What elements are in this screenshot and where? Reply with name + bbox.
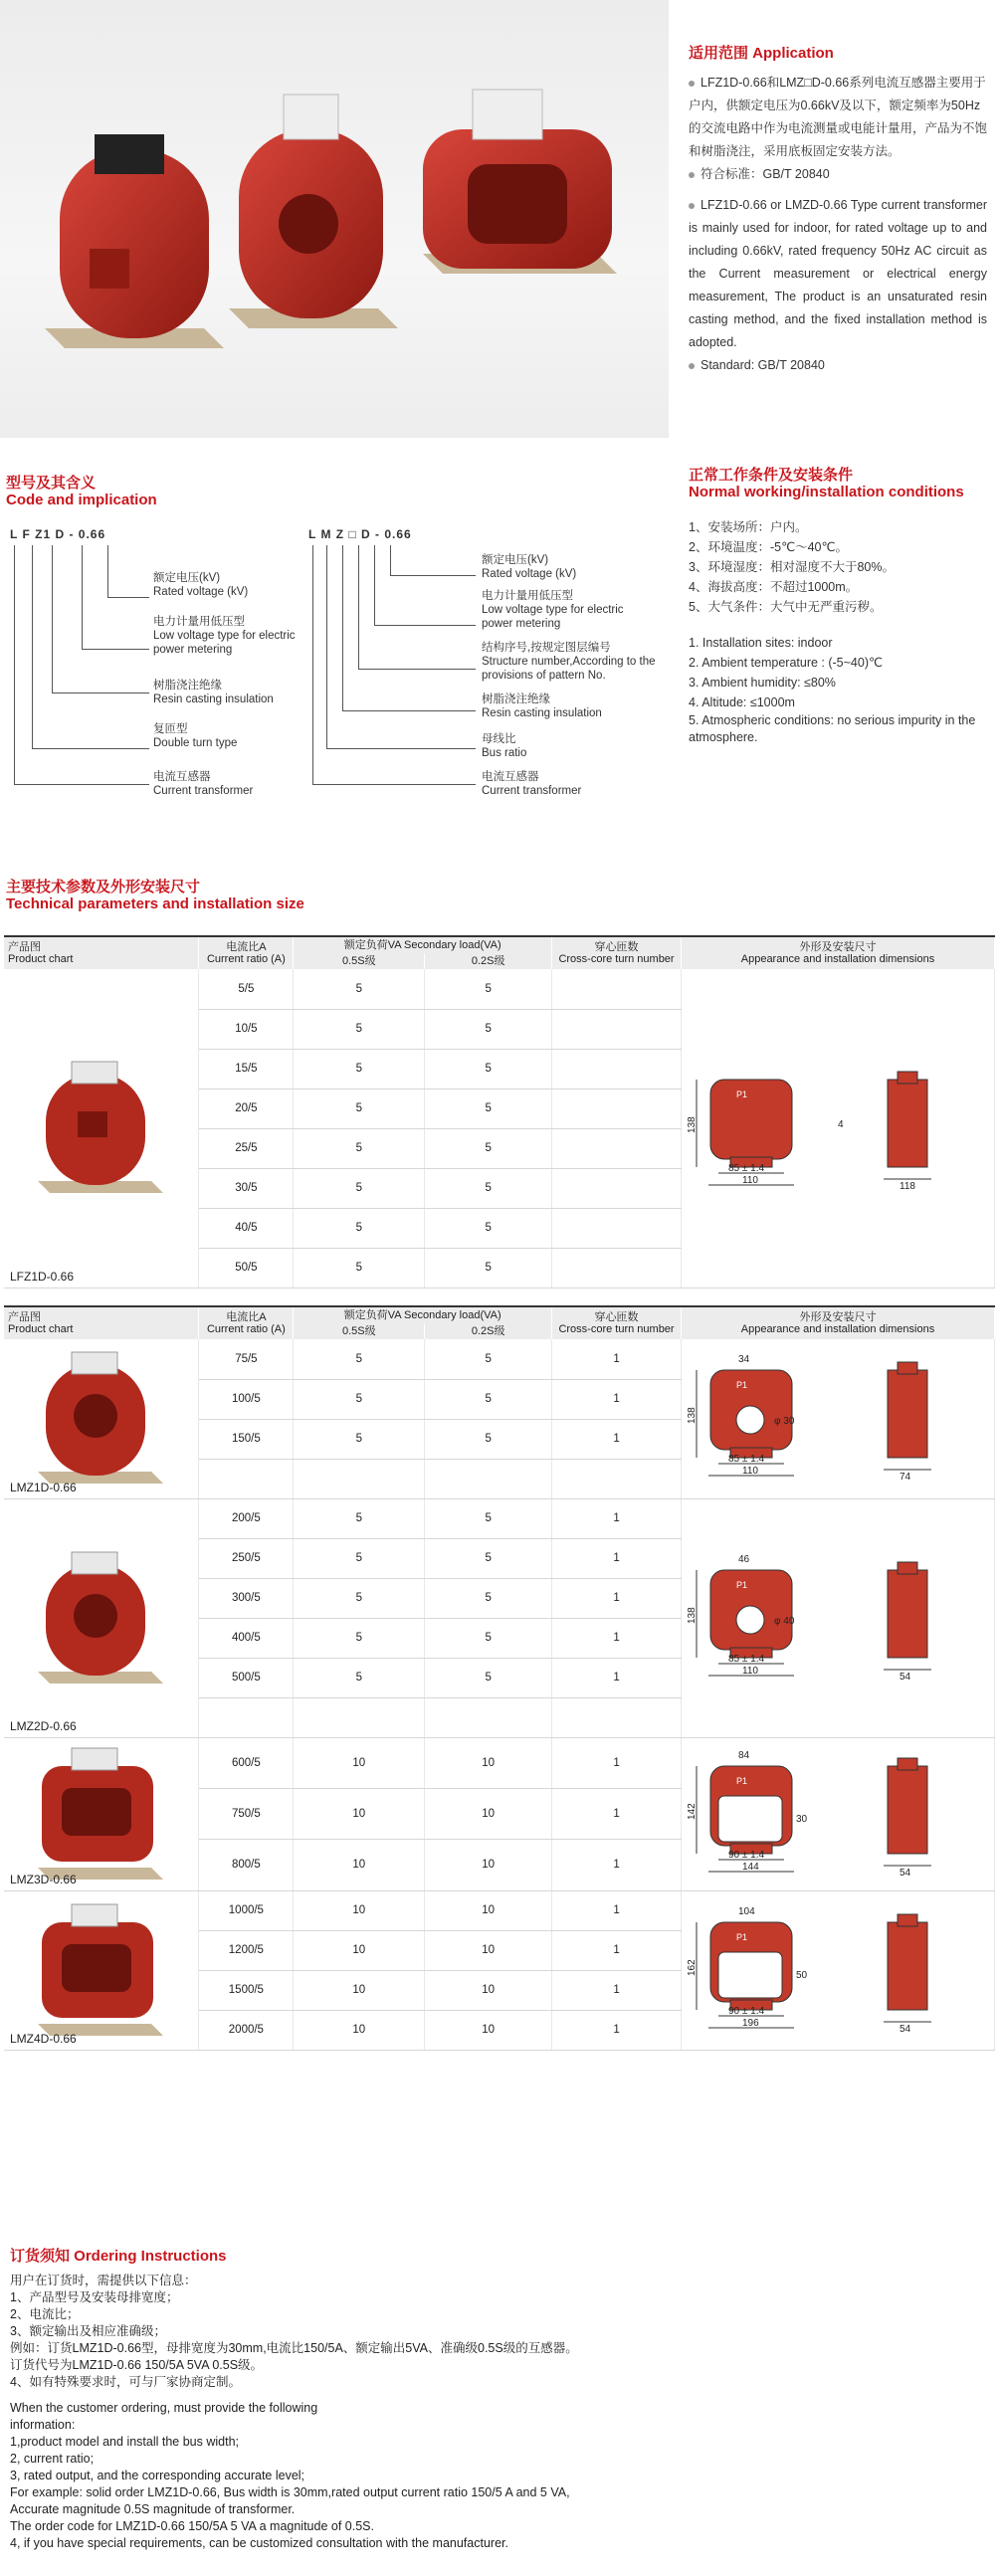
dim-top-label: 46 <box>737 1553 750 1565</box>
dim-top-label: 84 <box>737 1749 750 1761</box>
application-bullet-en-2: Standard: GB/T 20840 <box>689 354 987 377</box>
dim-depth-label: 4 <box>837 1119 844 1131</box>
table-cell: 10 <box>294 1930 425 1970</box>
table-cell: 5 <box>425 1009 552 1049</box>
table-cell: 5 <box>425 1658 552 1697</box>
lfz-label-3: 树脂浇注绝缘 Resin casting insulation <box>153 680 274 705</box>
lmz-label-6: 电流互感器 Current transformer <box>482 771 582 797</box>
table-row <box>4 1890 995 1930</box>
table-cell: 5 <box>425 1128 552 1168</box>
table-cell: 50/5 <box>199 1248 294 1288</box>
dim-w2-label: 110 <box>741 1466 758 1478</box>
col-product: 产品图 Product chart <box>4 1306 199 1339</box>
dim-hole-label: 50 <box>795 1969 808 1981</box>
table-cell: 40/5 <box>199 1208 294 1248</box>
dim-height-label: 142 <box>686 1802 698 1820</box>
table-cell: 25/5 <box>199 1128 294 1168</box>
dim-hole-label: φ 30 <box>773 1416 795 1428</box>
table-cell: 5 <box>294 1658 425 1697</box>
table-cell: 600/5 <box>199 1737 294 1788</box>
dim-side-label: 54 <box>899 2023 911 2035</box>
col-turn: 穿心匝数 Cross-core turn number <box>552 936 682 969</box>
col-02s: 0.2S级 <box>425 1323 552 1339</box>
dim-p1-label: P1 <box>735 1579 747 1590</box>
table-cell: 5 <box>425 1208 552 1248</box>
product-model-label: LFZ1D-0.66 <box>10 1269 75 1284</box>
table-cell: 5 <box>294 969 425 1009</box>
lfz-label-5: 电流互感器 Current transformer <box>153 771 254 797</box>
product-cell <box>4 1890 199 2050</box>
col-dim: 外形及安装尺寸 Appearance and installation dimensions <box>681 936 994 969</box>
dim-side-label: 118 <box>899 1181 915 1193</box>
bullet-dot-icon <box>689 363 695 369</box>
col-turn: 穿心匝数 Cross-core turn number <box>552 1306 682 1339</box>
spec-table-lfz <box>4 935 995 1288</box>
dim-p1-label: P1 <box>735 1775 747 1786</box>
table-cell: 1 <box>552 1379 682 1419</box>
table-cell: 10 <box>294 1840 425 1890</box>
ordering-heading: 订货须知 Ordering Instructions <box>10 2248 227 2265</box>
table-cell: 5 <box>294 1009 425 1049</box>
table-cell: 5 <box>425 969 552 1009</box>
table-cell: 1 <box>552 1788 682 1839</box>
col-load: 额定负荷VA Secondary load(VA) <box>294 936 552 953</box>
col-05s: 0.5S级 <box>294 953 425 969</box>
conditions-heading-cn: 正常工作条件及安装条件 <box>689 467 854 484</box>
dim-w1-label: 85 ± 1.4 <box>727 1653 765 1665</box>
table-cell: 5 <box>294 1248 425 1288</box>
table-cell: 750/5 <box>199 1788 294 1839</box>
table-cell: 5 <box>425 1538 552 1578</box>
table-row <box>4 969 995 1009</box>
dimension-drawing <box>686 1552 987 1683</box>
dim-w1-label: 90 ± 1.4 <box>727 1849 765 1861</box>
table-cell: 1 <box>552 1737 682 1788</box>
table-cell: 5 <box>425 1248 552 1288</box>
col-dim: 外形及安装尺寸 Appearance and installation dimensions <box>681 1306 994 1339</box>
dim-w2-label: 110 <box>741 1175 758 1187</box>
table-cell: 5 <box>294 1498 425 1538</box>
product-cell <box>4 969 199 1288</box>
col-02s: 0.2S级 <box>425 953 552 969</box>
table-cell: 10 <box>425 1930 552 1970</box>
dim-top-label: 104 <box>737 1905 755 1917</box>
table-cell <box>552 1049 682 1089</box>
dimension-drawing <box>686 1062 987 1193</box>
table-cell: 500/5 <box>199 1658 294 1697</box>
table-cell: 5 <box>425 1168 552 1208</box>
dim-w2-label: 196 <box>741 2017 759 2029</box>
product-photo <box>32 1894 171 2044</box>
table-cell: 10 <box>425 1890 552 1930</box>
dim-w2-label: 144 <box>741 1861 759 1873</box>
table-cell: 5 <box>294 1419 425 1459</box>
dim-p1-label: P1 <box>735 1380 747 1391</box>
application-bullet-cn-2: 符合标准：GB/T 20840 <box>689 163 987 186</box>
product-photo <box>32 1738 171 1887</box>
ordering-cn: 用户在订货时，需提供以下信息： 1、产品型号及安装母排宽度； 2、电流比； 3、额定输出及相应准确级； 例如：订货LMZ1D-0.66型，母排宽度为30mm,电流比150/5A、额定输出5VA、准确级0.5S级的互感器。 订货代号为LMZ1D-0.66 150/5A 5VA 0.5S级。 4、如有特殊要求时，可与厂家协商定制。 <box>10 2274 578 2389</box>
table-cell: 1 <box>552 1419 682 1459</box>
table-cell: 1 <box>552 1890 682 1930</box>
code-heading-en: Code and implication <box>6 492 157 508</box>
table-cell: 1 <box>552 1658 682 1697</box>
table-cell: 1 <box>552 1970 682 2010</box>
table-cell: 100/5 <box>199 1379 294 1419</box>
table-cell <box>552 969 682 1009</box>
product-cell <box>4 1498 199 1737</box>
table-cell: 10 <box>425 1737 552 1788</box>
dimension-cell <box>681 1737 994 1890</box>
conditions-cn-list: 1、安装场所：户内。 2、环境温度：-5℃～40℃。 3、环境湿度：相对湿度不大于80%。 4、海拔高度：不超过1000m。 5、大气条件：大气中无严重污秽。 <box>689 520 895 614</box>
table-cell: 200/5 <box>199 1498 294 1538</box>
table-cell: 1 <box>552 1930 682 1970</box>
dim-w1-label: 85 ± 1.4 <box>727 1454 765 1466</box>
col-product: 产品图 Product chart <box>4 936 199 969</box>
dimension-cell <box>681 969 994 1288</box>
dimension-drawing <box>686 1748 987 1879</box>
application-heading: 适用范围 Application <box>689 45 834 62</box>
lmz-label-1: 额定电压(kV) Rated voltage (kV) <box>482 554 577 580</box>
dimension-drawing <box>686 1352 987 1484</box>
table-cell: 5 <box>425 1379 552 1419</box>
dim-hole-label: φ 40 <box>773 1615 795 1627</box>
dimension-cell <box>681 1498 994 1737</box>
table-cell: 800/5 <box>199 1840 294 1890</box>
table-cell: 1 <box>552 1538 682 1578</box>
dimension-cell <box>681 1890 994 2050</box>
table-cell <box>552 1009 682 1049</box>
table-cell: 5 <box>425 1089 552 1128</box>
table-cell: 10 <box>294 1970 425 2010</box>
table-cell: 10 <box>425 1788 552 1839</box>
conditions-en-list: 1. Installation sites: indoor 2. Ambient temperature : (-5~40)℃ 3. Ambient humidity: ≤80% 4. Altitude: ≤1000m 5. Atmospheric conditions: no serious impurity in the atmosphere. <box>689 636 976 744</box>
table-cell: 1 <box>552 1840 682 1890</box>
table-cell: 5 <box>294 1128 425 1168</box>
dim-side-label: 54 <box>899 1671 911 1683</box>
dimension-cell <box>681 1339 994 1498</box>
product-photo <box>32 1342 171 1491</box>
product-photo <box>32 1052 171 1201</box>
table-cell: 10 <box>425 1970 552 2010</box>
table-cell: 5 <box>294 1379 425 1419</box>
table-cell: 10/5 <box>199 1009 294 1049</box>
table-cell: 5 <box>425 1578 552 1618</box>
tech-heading-en: Technical parameters and installation size <box>6 895 304 912</box>
dim-top-label: 34 <box>737 1354 750 1366</box>
table-cell <box>552 1128 682 1168</box>
tech-heading-cn: 主要技术参数及外形安装尺寸 <box>6 879 201 895</box>
bullet-dot-icon <box>689 81 695 87</box>
table-cell <box>552 1248 682 1288</box>
table-cell: 10 <box>294 1737 425 1788</box>
table-cell: 300/5 <box>199 1578 294 1618</box>
spec-table-lmz <box>4 1305 995 2051</box>
product-cell <box>4 1339 199 1498</box>
table-cell: 400/5 <box>199 1618 294 1658</box>
table-cell: 10 <box>294 1788 425 1839</box>
dim-side-label: 74 <box>899 1472 911 1484</box>
table-cell: 15/5 <box>199 1049 294 1089</box>
hero-transformers-illustration <box>0 0 669 438</box>
bullet-dot-icon <box>689 203 695 209</box>
col-ratio: 电流比A Current ratio (A) <box>199 1306 294 1339</box>
table-cell: 5 <box>294 1089 425 1128</box>
table-cell: 5 <box>425 1339 552 1379</box>
table-cell: 5 <box>294 1618 425 1658</box>
application-content <box>689 72 987 377</box>
table-row <box>4 1339 995 1379</box>
product-model-label: LMZ3D-0.66 <box>10 1872 77 1886</box>
lmz-code-letters: L M Z □ D - 0.66 <box>308 527 412 541</box>
application-bullet-en-1: LFZ1D-0.66 or LMZD-0.66 Type current transformer is mainly used for indoor, for rated voltage up to and including 0.66kV, rated frequency 50Hz AC circuit as the Current measurement or electrical energy measurement, The product is an unsaturated resin casting method, and the fixed installation method is adopted. <box>689 198 987 349</box>
table-cell: 1 <box>552 1339 682 1379</box>
col-load: 额定负荷VA Secondary load(VA) <box>294 1306 552 1323</box>
lmz-label-4: 树脂浇注绝缘 Resin casting insulation <box>482 694 602 719</box>
table-cell <box>552 1168 682 1208</box>
table-cell: 5 <box>294 1049 425 1089</box>
dim-w1-label: 90 ± 1.4 <box>727 2005 765 2017</box>
table-cell: 5 <box>294 1538 425 1578</box>
table-cell: 5 <box>294 1339 425 1379</box>
table-cell: 1200/5 <box>199 1930 294 1970</box>
table-cell: 75/5 <box>199 1339 294 1379</box>
lfz-code-letters: L F Z1 D - 0.66 <box>10 527 106 541</box>
table-cell: 1 <box>552 1498 682 1538</box>
bullet-dot-icon <box>689 172 695 178</box>
table-cell: 5 <box>425 1618 552 1658</box>
table-cell: 5 <box>294 1168 425 1208</box>
table-cell: 20/5 <box>199 1089 294 1128</box>
table-row <box>4 1737 995 1788</box>
table-cell: 2000/5 <box>199 2010 294 2050</box>
lfz-label-1: 额定电压(kV) Rated voltage (kV) <box>153 572 249 598</box>
dim-height-label: 138 <box>686 1116 698 1134</box>
table-cell: 1 <box>552 1578 682 1618</box>
table-cell: 10 <box>425 2010 552 2050</box>
lmz-label-3: 结构序号,按规定图层编号 Structure number,According to the provisions of pattern No. <box>482 642 656 682</box>
product-model-label: LMZ1D-0.66 <box>10 1480 77 1494</box>
code-heading-cn: 型号及其含义 <box>6 475 97 492</box>
lfz-code-diagram <box>6 527 314 806</box>
dim-hole-label: 30 <box>795 1813 808 1825</box>
dim-w2-label: 110 <box>741 1665 758 1677</box>
table-cell: 150/5 <box>199 1419 294 1459</box>
dim-p1-label: P1 <box>735 1931 747 1942</box>
table-cell <box>552 1089 682 1128</box>
table-cell: 10 <box>294 2010 425 2050</box>
col-05s: 0.5S级 <box>294 1323 425 1339</box>
ordering-en: When the customer ordering, must provide the following information: 1,product model and install the bus width; 2, current ratio; 3, rated output, and the corresponding accurate level; For example: solid order LMZ1D-0.66, Bus width is 30mm,rated output current ratio 150/5 A and 5 VA, Accurate magnitude 0.5S magnitude of transformer. The order code for LMZ1D-0.66 150/5A 5 VA a magnitude of 0.5S. 4, if you have special requirements, can be customized consultation with the manufacturer. <box>10 2401 570 2550</box>
dim-p1-label: P1 <box>735 1090 747 1100</box>
product-cell <box>4 1737 199 1890</box>
product-model-label: LMZ2D-0.66 <box>10 1718 77 1733</box>
product-model-label: LMZ4D-0.66 <box>10 2031 77 2046</box>
table-cell: 10 <box>425 1840 552 1890</box>
dim-height-label: 138 <box>686 1407 698 1425</box>
table-cell: 1 <box>552 1618 682 1658</box>
table-row <box>4 1498 995 1538</box>
table-cell: 5 <box>425 1419 552 1459</box>
dim-height-label: 162 <box>686 1958 698 1976</box>
table-cell: 5 <box>425 1498 552 1538</box>
lmz-label-2: 电力计量用低压型 Low voltage type for electric power metering <box>482 590 624 630</box>
lmz-label-5: 母线比 Bus ratio <box>482 733 527 759</box>
col-ratio: 电流比A Current ratio (A) <box>199 936 294 969</box>
table-cell <box>552 1208 682 1248</box>
table-cell: 1 <box>552 2010 682 2050</box>
table-cell: 30/5 <box>199 1168 294 1208</box>
table-cell: 5 <box>294 1208 425 1248</box>
dimension-drawing <box>686 1904 987 2035</box>
lfz-label-4: 复匝型 Double turn type <box>153 723 238 749</box>
application-bullet-cn-1: LFZ1D-0.66和LMZ□D-0.66系列电流互感器主要用于户内，供额定电压为0.66kV及以下，额定频率为50Hz的交流电路中作为电流测量或电能计量用，产品为不饱和树脂浇注，采用底板固定安装方法。 <box>689 76 988 158</box>
table-cell: 1500/5 <box>199 1970 294 2010</box>
conditions-heading-en: Normal working/installation conditions <box>689 484 964 500</box>
table-cell: 10 <box>294 1890 425 1930</box>
dim-w1-label: 85 ± 1.4 <box>727 1163 765 1175</box>
dim-height-label: 138 <box>686 1606 698 1624</box>
lfz-label-2: 电力计量用低压型 Low voltage type for electric power metering <box>153 616 296 656</box>
table-cell: 5 <box>425 1049 552 1089</box>
hero-product-photo <box>0 0 669 438</box>
table-cell: 5/5 <box>199 969 294 1009</box>
table-cell: 1000/5 <box>199 1890 294 1930</box>
lmz-code-diagram <box>308 527 677 806</box>
product-photo <box>32 1542 171 1691</box>
table-cell: 5 <box>294 1578 425 1618</box>
table-cell: 250/5 <box>199 1538 294 1578</box>
dim-side-label: 54 <box>899 1867 911 1879</box>
